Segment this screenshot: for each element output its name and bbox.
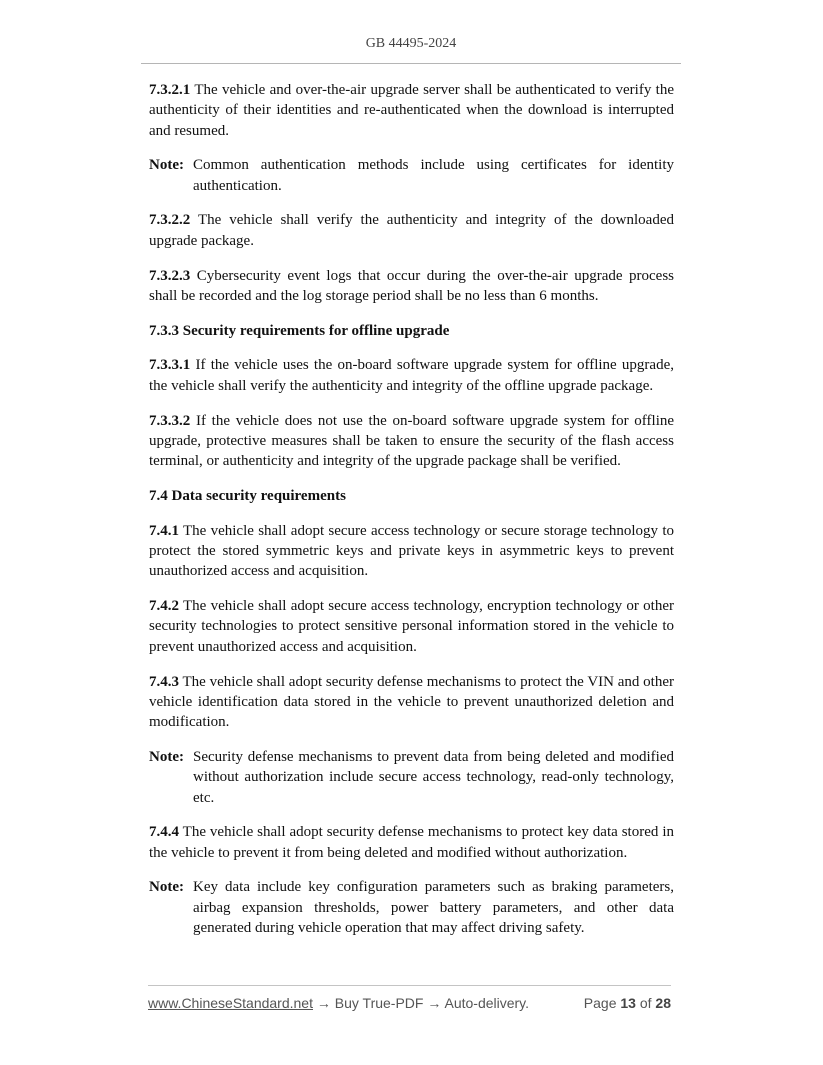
- header-divider: [141, 63, 681, 64]
- clause-number: 7.3.3.2: [149, 412, 191, 429]
- note-text: Key data include key configuration parameters such as braking parameters, airbag expansion thresholds, power battery parameters, and other data generated during vehicle operation that may affect driving safety.: [193, 879, 674, 936]
- website-link[interactable]: www.ChineseStandard.net: [148, 995, 313, 1011]
- clause-7-4-1: [149, 521, 674, 582]
- clause-number: 7.4.3: [149, 673, 179, 690]
- clause-number: 7.4.1: [149, 522, 179, 539]
- current-page: 13: [620, 995, 636, 1011]
- section-heading-7-3-3: 7.3.3 Security requirements for offline upgrade: [149, 322, 450, 339]
- clause-number: 7.3.2.2: [149, 212, 191, 229]
- note-label: Note:: [149, 748, 184, 765]
- note-key-data: [149, 877, 674, 938]
- document-body: [149, 80, 674, 953]
- clause-number: 7.4.2: [149, 598, 179, 615]
- note-defense-mechanisms: [149, 747, 674, 808]
- clause-text: The vehicle and over-the-air upgrade server shall be authenticated to verify the authenticity of their identities and re-authenticated when the download is interrupted and resumed.: [149, 82, 675, 139]
- clause-7-3-2-1: [149, 80, 674, 141]
- clause-text: The vehicle shall adopt secure access technology or secure storage technology to protect the stored symmetric keys and private keys in asymmetric keys to prevent unauthorized access and acquisition.: [149, 522, 675, 580]
- clause-text: The vehicle shall adopt security defense mechanisms to protect the VIN and other vehicle identification data stored in the vehicle to prevent unauthorized deletion and modification.: [149, 673, 675, 731]
- footer-divider: [148, 985, 671, 986]
- clause-text: If the vehicle uses the on-board software upgrade system for offline upgrade, the vehicle shall verify the authenticity and integrity of the offline upgrade package.: [149, 357, 674, 394]
- clause-text: Cybersecurity event logs that occur during the over-the-air upgrade process shall be recorded and the log storage period shall be no less than 6 months.: [149, 267, 674, 304]
- total-pages: 28: [655, 995, 671, 1011]
- clause-7-3-3-2: [149, 411, 674, 472]
- clause-text: The vehicle shall adopt security defense mechanisms to protect key data stored in the vehicle to prevent it from being deleted and modified without authorization.: [149, 824, 674, 861]
- note-text: Security defense mechanisms to prevent data from being deleted and modified without authorization include secure access technology, read-only technology, etc.: [193, 748, 674, 806]
- page-indicator: [584, 995, 671, 1011]
- clause-text: The vehicle shall adopt secure access technology, encryption technology or other security technologies to protect sensitive personal information stored in the vehicle to prevent unauthorized access and acquisition.: [149, 598, 675, 655]
- clause-7-4-2: [149, 596, 674, 657]
- clause-text: The vehicle shall verify the authenticity and integrity of the downloaded upgrade package.: [149, 212, 674, 249]
- note-label: Note:: [149, 879, 184, 896]
- document-header: GB 44495-2024: [365, 36, 457, 51]
- clause-number: 7.3.2.3: [149, 267, 191, 284]
- footer-promo-text: → Buy True-PDF → Auto-delivery.: [313, 995, 530, 1011]
- clause-7-3-2-2: [149, 210, 674, 251]
- note-authentication: [149, 155, 674, 196]
- clause-7-3-3-1: [149, 355, 674, 396]
- note-label: Note:: [149, 157, 184, 174]
- clause-7-4-4: [149, 822, 674, 863]
- section-heading-7-4: 7.4 Data security requirements: [149, 487, 346, 504]
- clause-number: 7.3.3.1: [149, 357, 191, 374]
- clause-7-4-3: [149, 672, 674, 733]
- clause-7-3-2-3: [149, 266, 674, 307]
- document-footer: [148, 995, 671, 1011]
- clause-number: 7.4.4: [149, 824, 179, 841]
- clause-number: 7.3.2.1: [149, 82, 191, 98]
- footer-promo: [148, 995, 529, 1011]
- page-of-label: of: [639, 995, 652, 1011]
- note-text: Common authentication methods include using certificates for identity authentication.: [193, 157, 674, 194]
- page-label: Page: [583, 995, 617, 1011]
- clause-text: If the vehicle does not use the on-board software upgrade system for offline upgrade, protective measures shall be taken to ensure the security of the flash access terminal, or authenticity and integrity of the upgrade package shall be verified.: [149, 412, 675, 470]
